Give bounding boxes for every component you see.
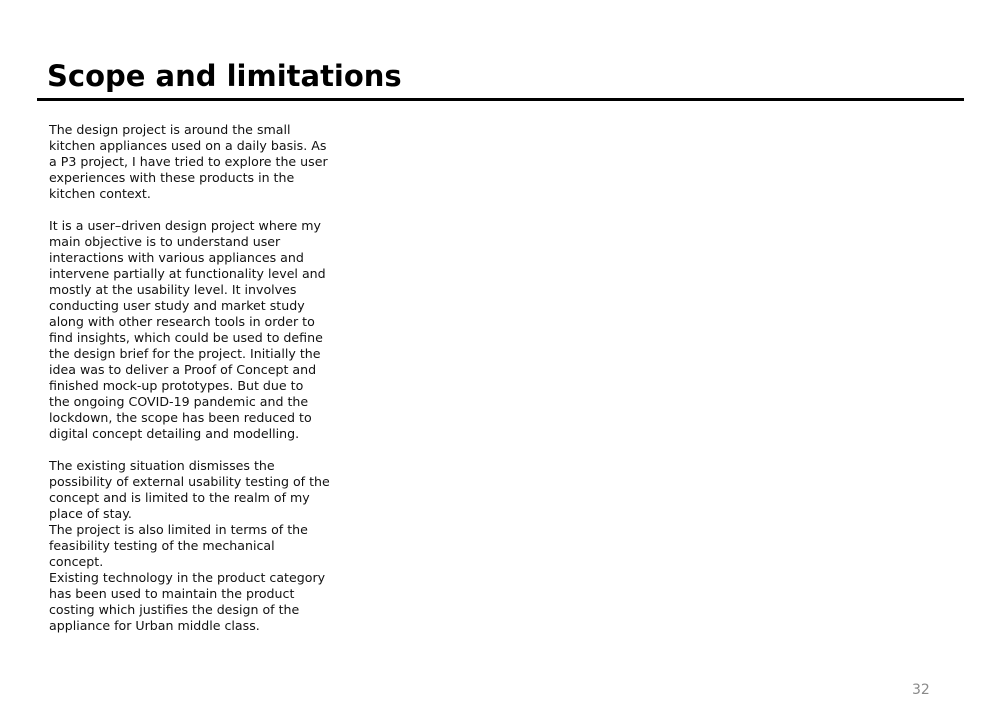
text-line: costing which justifies the design of the: [49, 602, 300, 617]
text-line: feasibility testing of the mechanical: [49, 538, 275, 553]
text-line: has been used to maintain the product: [49, 586, 295, 601]
text-line: kitchen context.: [49, 186, 151, 201]
text-line: conducting user study and market study: [49, 298, 305, 313]
text-line: lockdown, the scope has been reduced to: [49, 410, 312, 425]
text-line: The existing situation dismisses the: [49, 458, 275, 473]
text-line: experiences with these products in the: [49, 170, 295, 185]
text-line: the ongoing COVID-19 pandemic and the: [49, 394, 309, 409]
text-line: the design brief for the project. Initially the: [49, 346, 321, 361]
text-line: mostly at the usability level. It involves: [49, 282, 297, 297]
text-line: main objective is to understand user: [49, 234, 281, 249]
text-line: find insights, which could be used to define: [49, 330, 323, 345]
text-line: finished mock-up prototypes. But due to: [49, 378, 304, 393]
text-line: Existing technology in the product category: [49, 570, 326, 585]
text-line: The project is also limited in terms of the: [49, 522, 308, 537]
text-line: kitchen appliances used on a daily basis. As: [49, 138, 327, 153]
paragraph-gap: [49, 202, 339, 218]
page-title: Scope and limitations: [47, 59, 402, 93]
text-line: intervene partially at functionality level and: [49, 266, 326, 281]
paragraph-3: [49, 458, 339, 634]
paragraph-2: [49, 218, 339, 442]
text-line: digital concept detailing and modelling.: [49, 426, 300, 441]
title-underline: [37, 98, 964, 101]
paragraph-1: [49, 122, 339, 202]
text-line: along with other research tools in order to: [49, 314, 315, 329]
text-line: concept and is limited to the realm of my: [49, 490, 310, 505]
text-line: interactions with various appliances and: [49, 250, 304, 265]
text-line: possibility of external usability testing of the: [49, 474, 330, 489]
text-line: a P3 project, I have tried to explore the user: [49, 154, 328, 169]
text-line: The design project is around the small: [49, 122, 291, 137]
text-line: It is a user–driven design project where my: [49, 218, 321, 233]
text-line: concept.: [49, 554, 104, 569]
text-line: idea was to deliver a Proof of Concept and: [49, 362, 317, 377]
text-line: place of stay.: [49, 506, 132, 521]
page-number: 32: [912, 682, 930, 698]
text-line: appliance for Urban middle class.: [49, 618, 260, 633]
body-text: [49, 122, 339, 634]
paragraph-gap: [49, 442, 339, 458]
